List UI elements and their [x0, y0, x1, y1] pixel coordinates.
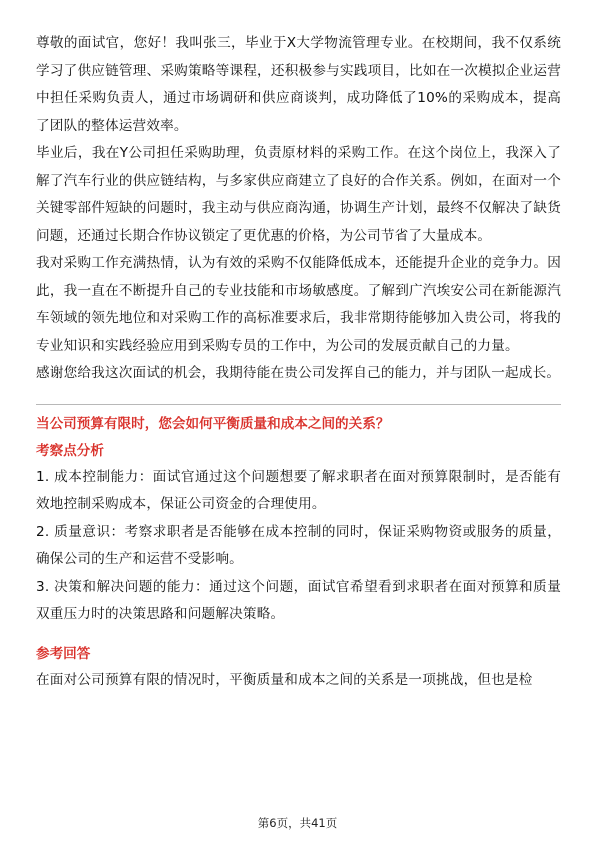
- closing-paragraph: 感谢您给我这次面试的机会，我期待能在贵公司发挥自己的能力，并与团队一起成长。: [36, 365, 561, 381]
- page-footer: 第6页，共41页: [257, 816, 338, 830]
- analysis-point-2: 2. 质量意识：考察求职者是否能够在成本控制的同时，保证采购物资或服务的质量，确保公司的生产和运营不受影响。: [36, 523, 561, 567]
- answer-paragraph: 在面对公司预算有限的情况时，平衡质量和成本之间的关系是一项挑战，但也是检: [36, 671, 533, 688]
- analysis-point-1: 1. 成本控制能力：面试官通过这个问题想要了解求职者在面对预算限制时，是否能有效地控制采购成本，保证公司资金的合理使用。: [36, 468, 561, 512]
- interview-question: 当公司预算有限时，您会如何平衡质量和成本之间的关系？: [36, 415, 390, 432]
- experience-paragraph: 毕业后，我在Y公司担任采购助理，负责原材料的采购工作。在这个岗位上，我深入了解了汽车行业的供应链结构，与多家供应商建立了良好的合作关系。例如，在面对一个关键零部件短缺的问题时，我主动与供应商沟通，协调生产计划，最终不仅解决了缺货问题，还通过长期合作协议锁定了更优惠的价格，为公司节省了大量成本。: [36, 145, 561, 244]
- motivation-paragraph: 我对采购工作充满热情，认为有效的采购不仅能降低成本，还能提升企业的竞争力。因此，我一直在不断提升自己的专业技能和市场敏感度。了解到广汽埃安公司在新能源汽车领域的领先地位和对采购工作的高标准要求后，我非常期待能够加入贵公司，将我的专业知识和实践经验应用到采购专员的工作中，为公司的发展贡献自己的力量。: [36, 255, 561, 354]
- answer-heading: 参考回答: [36, 645, 91, 662]
- intro-paragraph: 尊敬的面试官，您好！我叫张三，毕业于X大学物流管理专业。在校期间，我不仅系统学习了供应链管理、采购策略等课程，还积极参与实践项目，比如在一次模拟企业运营中担任采购负责人，通过市场调研和供应商谈判，成功降低了10%的采购成本，提高了团队的整体运营效率。: [36, 35, 561, 134]
- section-divider: [36, 404, 561, 405]
- analysis-point-3: 3. 决策和解决问题的能力：通过这个问题，面试官希望看到求职者在面对预算和质量双重压力时的决策思路和问题解决策略。: [36, 578, 561, 622]
- page-content: [36, 30, 561, 694]
- analysis-heading: 考察点分析: [36, 442, 104, 459]
